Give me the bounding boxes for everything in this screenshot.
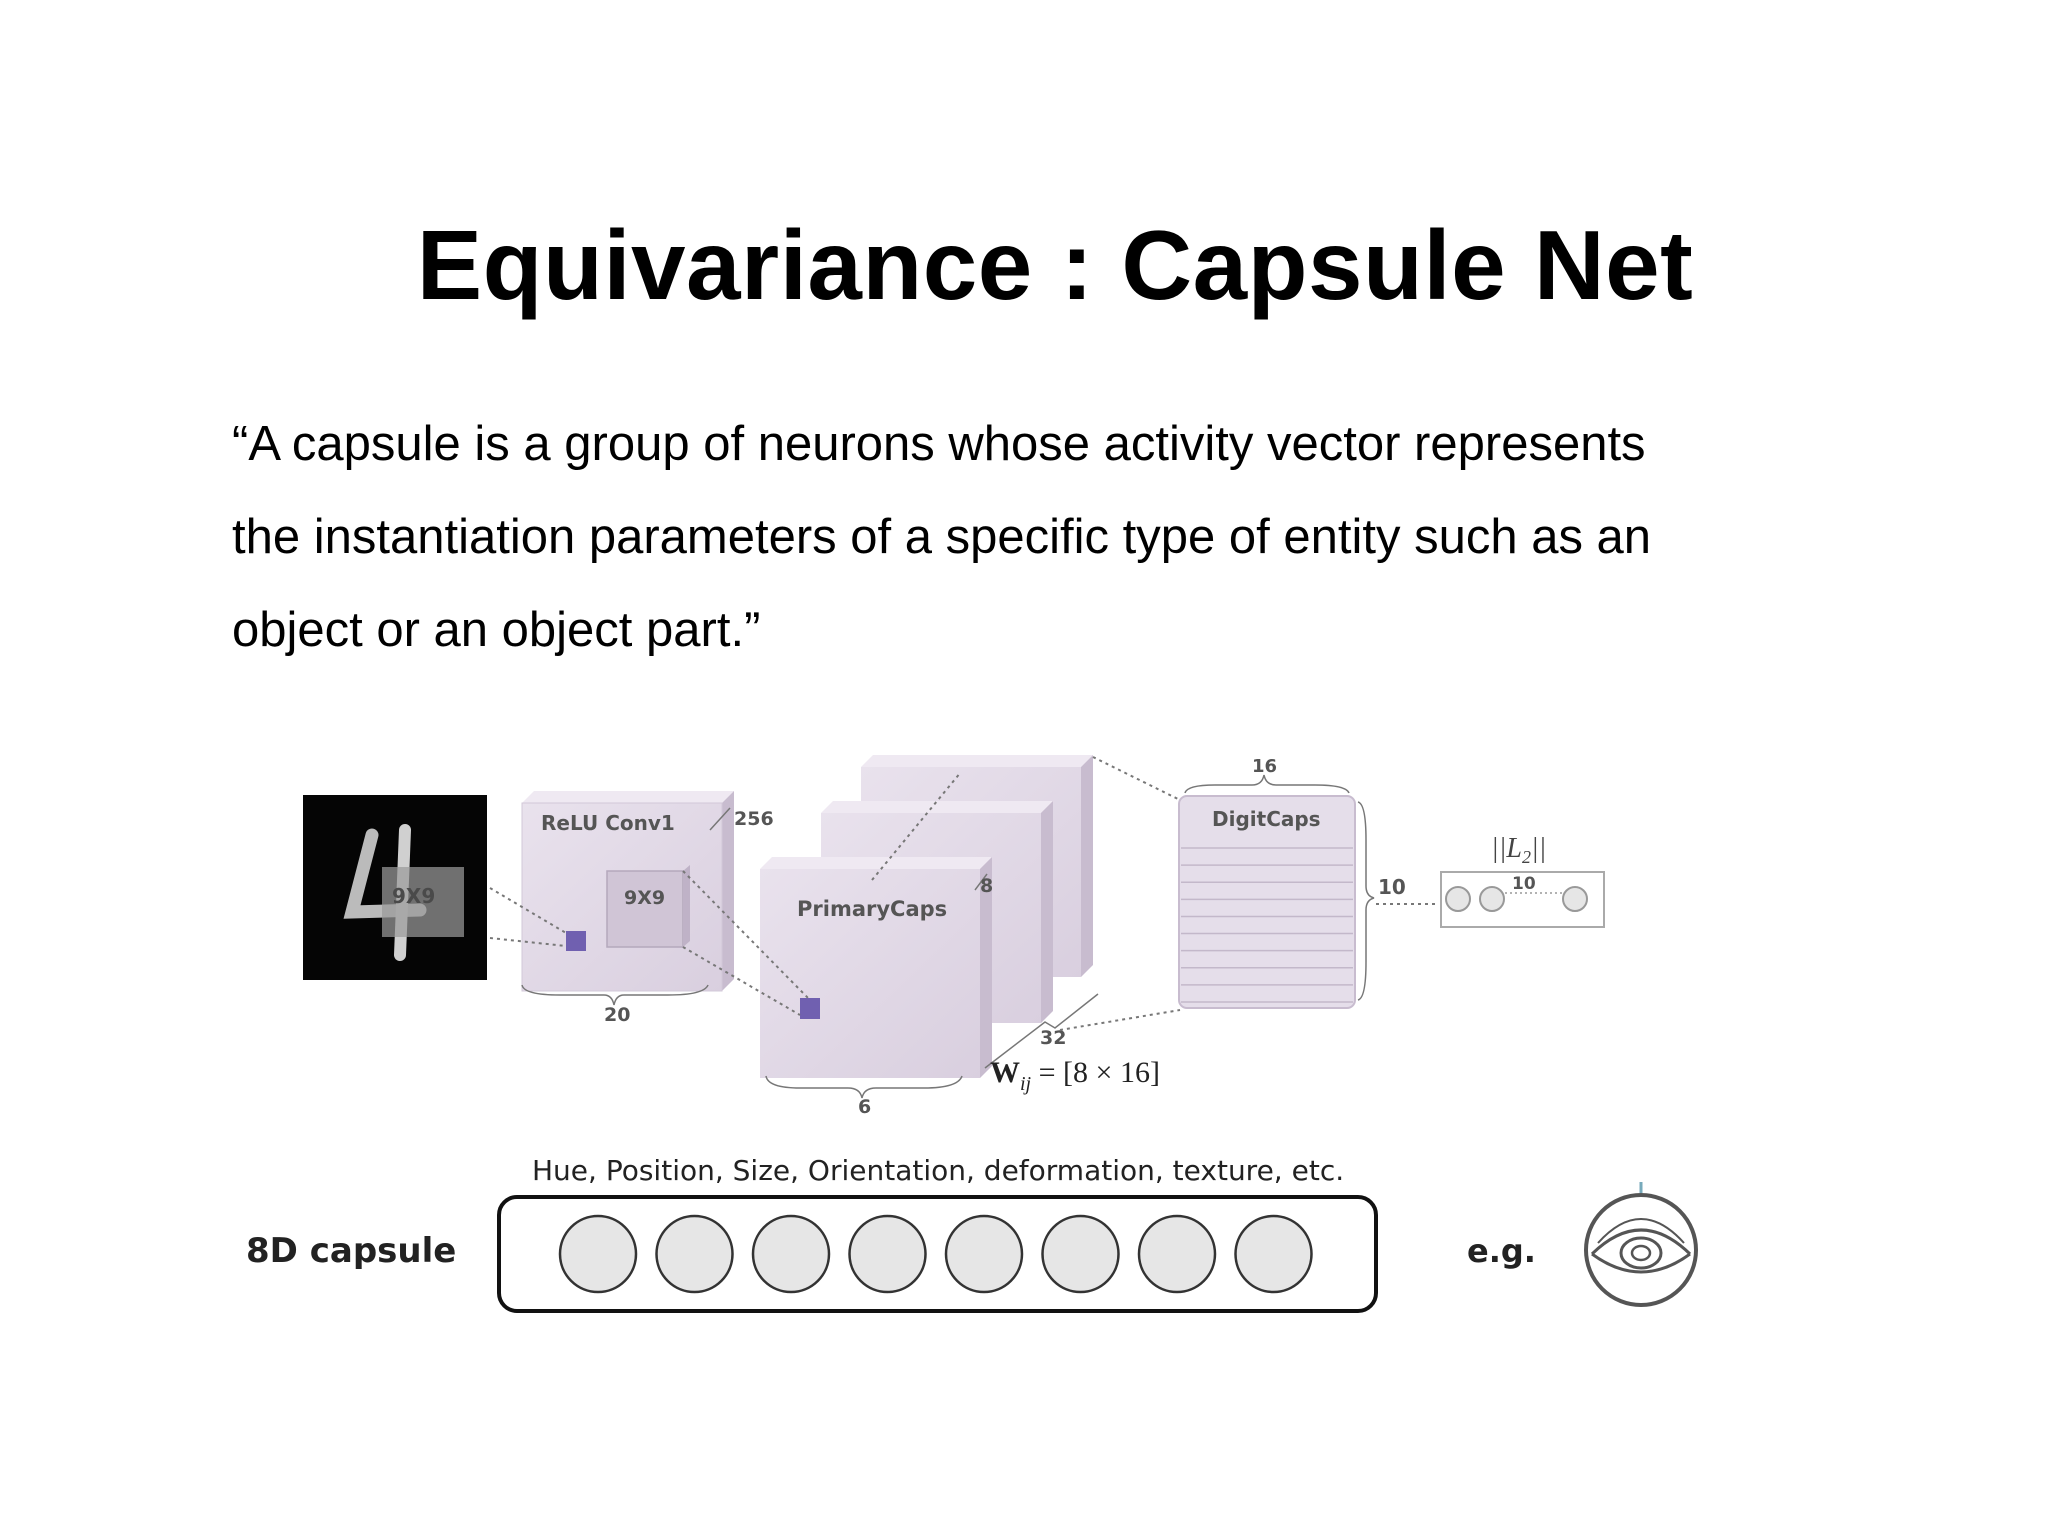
capsule-neuron	[1043, 1216, 1119, 1292]
primary-caps-size-label: 6	[858, 1096, 872, 1118]
relu-conv1-label: ReLU Conv1	[541, 811, 675, 835]
capsule-neuron	[1139, 1216, 1215, 1292]
primary-caps-label: PrimaryCaps	[797, 897, 948, 921]
l2-output-circle	[1480, 887, 1504, 911]
quote-line-3: object or an object part.”	[232, 603, 761, 657]
conv1-kernel-label: 9X9	[624, 887, 666, 909]
digit-caps-count-label: 10	[1378, 875, 1406, 899]
capsule-neuron	[1236, 1216, 1312, 1292]
l2-output-circle	[1563, 887, 1587, 911]
l2-count-label: 10	[1512, 874, 1536, 894]
capsule-neuron	[946, 1216, 1022, 1292]
quote-line-1: “A capsule is a group of neurons whose activity vector represents	[232, 417, 1646, 471]
capsule-neuron	[657, 1216, 733, 1292]
slide-title: Equivariance : Capsule Net	[416, 210, 1694, 320]
primary-caps-depth-label: 8	[980, 875, 994, 897]
digit-caps-label: DigitCaps	[1212, 807, 1321, 831]
digit-caps-dim-label: 16	[1252, 756, 1278, 777]
input-kernel-label: 9X9	[392, 884, 436, 908]
relu-conv1-box	[522, 791, 774, 1026]
conv1-size-label: 20	[604, 1004, 631, 1026]
capsule-attributes-caption: Hue, Position, Size, Orientation, deformation, texture, etc.	[532, 1154, 1345, 1187]
digit-caps-box	[1179, 756, 1406, 1008]
conv1-depth-label: 256	[734, 808, 774, 830]
eye-icon	[1586, 1182, 1696, 1305]
capsule-label: 8D capsule	[246, 1231, 457, 1271]
input-digit-image	[303, 795, 487, 980]
primary-caps-count-label: 32	[1040, 1027, 1067, 1049]
l2-norm-output	[1441, 833, 1604, 927]
capsule-neuron	[560, 1216, 636, 1292]
weight-matrix-label: $W_{ij} = [8 \times 16]$	[990, 1056, 1160, 1095]
eg-label: e.g.	[1467, 1232, 1536, 1270]
primary-caps-kernel-square	[800, 998, 820, 1019]
capsule-neuron	[850, 1216, 926, 1292]
conv1-kernel-box	[607, 871, 683, 947]
quote-line-2: the instantiation parameters of a specific type of entity such as an	[232, 510, 1652, 564]
capsule-neuron	[753, 1216, 829, 1292]
l2-output-circle	[1446, 887, 1470, 911]
capsule-row	[246, 1154, 1696, 1311]
conv1-kernel-square	[566, 931, 586, 951]
l2-norm-label: $||L_2||$	[1491, 833, 1547, 867]
